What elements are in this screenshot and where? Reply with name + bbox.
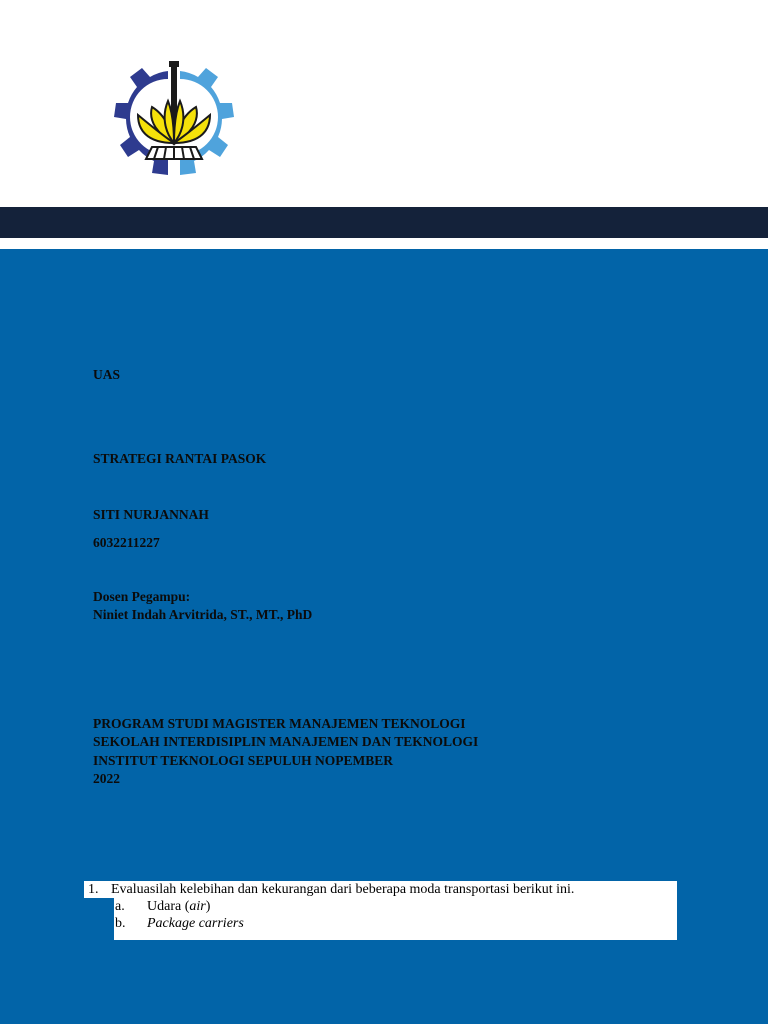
institution-line: PROGRAM STUDI MAGISTER MANAJEMEN TEKNOLOGI xyxy=(93,716,466,731)
lecturer-name: Niniet Indah Arvitrida, ST., MT., PhD xyxy=(93,607,313,622)
question-notch xyxy=(84,898,114,940)
course-title: STRATEGI RANTAI PASOK xyxy=(93,451,267,466)
question-text: Evaluasilah kelebihan dan kekurangan dari beberapa moda transportasi berikut ini. xyxy=(111,882,575,897)
its-emblem-icon xyxy=(108,55,240,179)
lecturer-label: Dosen Pegampu: xyxy=(93,589,191,604)
option-letter: a. xyxy=(115,899,125,914)
header-divider xyxy=(0,238,768,249)
student-id: 6032211227 xyxy=(93,535,160,550)
institution-line: INSTITUT TEKNOLOGI SEPULUH NOPEMBER xyxy=(93,752,393,768)
question-box xyxy=(84,881,677,940)
institution-year: 2022 xyxy=(93,770,120,786)
header-dark-band xyxy=(0,207,768,238)
exam-title: UAS xyxy=(93,367,121,382)
student-name: SITI NURJANNAH xyxy=(93,507,209,522)
institution-block xyxy=(93,715,478,788)
header-area xyxy=(0,0,768,207)
option-text: Package carriers xyxy=(147,916,244,931)
option-text: Udara (air) xyxy=(147,899,211,914)
option-letter: b. xyxy=(115,916,126,931)
institution-line: SEKOLAH INTERDISIPLIN MANAJEMEN DAN TEKNOLOGI xyxy=(93,734,479,750)
question-number: 1. xyxy=(88,882,99,897)
